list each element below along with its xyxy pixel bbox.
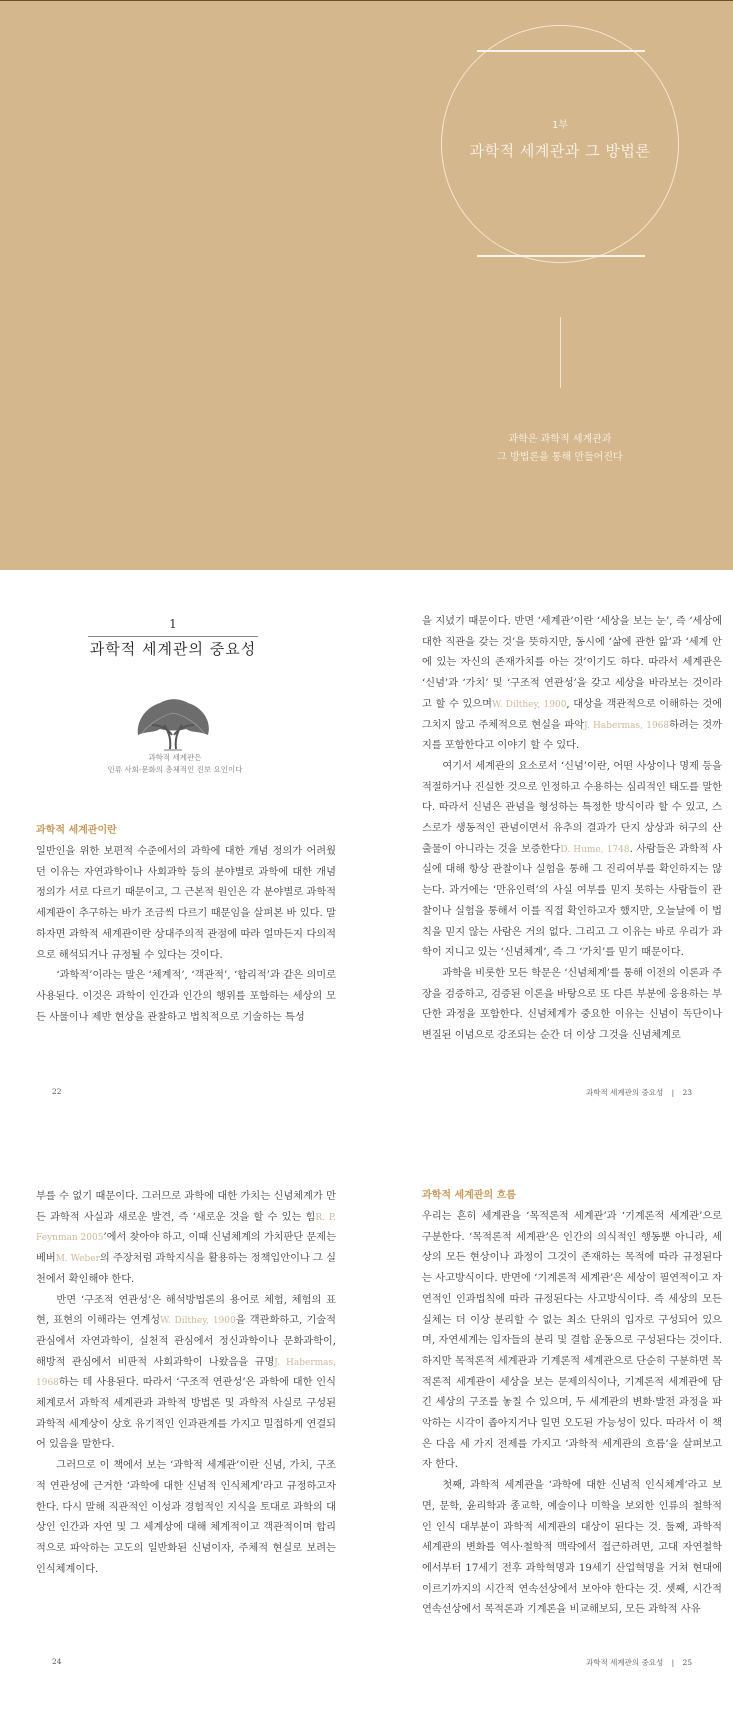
- text-run: ‘과학적’이라는 말은 ‘체계적’, ‘객관적’, ‘합리적’과 같은 의미로 사용된다. 이것은 과학이 인간과 인간의 행위를 포함하는 세상의 모든 사물이나 제반 현상을 관찰하고 법칙적으로 기술하는 특성: [36, 970, 336, 1023]
- citation: M. Weber: [55, 1254, 100, 1265]
- page-number: 24: [52, 1657, 62, 1666]
- section-subheading: 과학적 세계관이란: [36, 825, 117, 836]
- paragraphs: [36, 1187, 336, 1580]
- page-number: 25: [682, 1658, 693, 1667]
- text-run: 일반인을 위한 보편적 수준에서의 과학에 대한 개념 정의가 어려웠던 이유는 자연과학이나 사회과학 등의 분야별로 과학에 대한 개념 정의가 서로 다르기 때문이고, 그 근본적 원인은 각 분야별로 과학적 세계관이 추구하는 바가 조금씩 다르기 때문임을 살펴본 바 있다. 말하자면 과학적 세계관이란 상대주의적 관점에 따라 얼마든지 다의적으로 해석되거나 규정될 수 있다는 것이다.: [36, 846, 336, 961]
- tagline-line: 그 방법론을 통해 만들어진다: [497, 452, 623, 463]
- tree-icon: [134, 695, 212, 751]
- chapter-title: 과학적 세계관의 중요성: [89, 640, 257, 658]
- citation: W. Dilthey, 1900: [160, 1316, 236, 1327]
- caption-line: 과학적 세계관은: [148, 753, 202, 762]
- page-23-body: [422, 612, 722, 1047]
- citation: J. Habermas, 1968: [36, 1357, 336, 1389]
- part-title: 과학적 세계관과 그 방법론: [469, 142, 651, 160]
- paragraph: [36, 1456, 336, 1580]
- paragraph: [422, 1476, 722, 1621]
- paragraphs: [36, 842, 336, 1028]
- running-head: 과학적 세계관의 중요성: [586, 1658, 664, 1667]
- paragraph: [422, 964, 722, 1047]
- paragraph: [36, 1291, 336, 1457]
- paragraph: [422, 612, 722, 757]
- paragraphs: [422, 612, 722, 1047]
- text-run: 첫째, 과학적 세계관을 ‘과학에 대한 신념적 인식체계’라고 보면, 문학, 윤리학과 종교학, 예술이나 미학을 보외한 인류의 철학적인 인식 대부분이 과학적 세계관의 대상이 된다는 것. 둘째, 과학적 세계관의 변화를 역사·철학적 맥락에서 접근하려면, 고대 자연철학에서부터 17세기 전후 과학혁명과 19세기 산업혁명을 거쳐 현대에 이르기까지의 시간적 연속선상에서 보아야 한다는 것. 셋째, 시간적 연속선상에서 목적론과 기계론을 비교해보되, 모든 과학적 사유: [422, 1480, 722, 1616]
- citation: D. Hume, 1748: [560, 844, 630, 855]
- page-number: 23: [682, 1088, 693, 1097]
- paragraphs: [422, 1207, 722, 1621]
- citation: R. P. Feynman 2005: [36, 1212, 336, 1244]
- separator: |: [671, 1658, 675, 1667]
- text-run: 하는 데 사용된다. 따라서 ‘구조적 연관성’은 과학에 대한 인식체계로서 과학적 세계관과 과학적 방법론 및 과학적 사실로 구성된 과학적 세계상이 상호 유기적인 인과관계를 가지고 밀접하게 연결되어 있음을 말한다.: [36, 1377, 336, 1451]
- running-footer: [586, 1657, 692, 1668]
- text-run: 여기서 세계관의 요소로서 ‘신념’이란, 어떤 사상이나 명제 등을 적절하거나 진실한 것으로 인정하고 수용하는 심리적인 태도를 말한다. 따라서 신념은 관념을 형성하는 특정한 방식이라 할 수 있고, 스스로가 생동적인 관념이면서 유추의 결과가 단지 상상과 허구의 산출물이 아니라는 것을 보증한다: [422, 760, 722, 855]
- section-subheading: 과학적 세계관의 흐름: [422, 1190, 516, 1201]
- page-24-body: [36, 1187, 336, 1580]
- caption-line: 인류 사회·문화의 총체적인 진보 요인이다: [107, 765, 243, 774]
- citation: W. Dilthey, 1900: [491, 699, 567, 710]
- paragraph: [422, 1207, 722, 1476]
- text-run: 우리는 흔히 세계관을 ‘목적론적 세계관’과 ‘기계론적 세계관’으로 구분한다. ‘목적론적 세계관’은 인간의 의식적인 행동뿐 아니라, 세상의 모든 현상이나 과정이 그것이 존재하는 목적에 따라 규정된다는 사고방식이다. 반면에 ‘기계론적 세계관’은 세상이 필연적이고 자연적인 인과법칙에 따라 규정된다는 사고방식이다. 즉 세상의 모든 실체는 더 이상 분리할 수 없는 최소 단위의 입자로 구성되어 있으며, 자연세계는 입자들의 분리 및 결합 운동으로 구성된다는 것이다. 하지만 목적론적 세계관과 기계론적 세계관으로 단순히 구분하면 목적론적 세계관이 세상을 보는 문제의식이나, 기계론적 세계관에 담긴 세상의 구조를 놓칠 수 있으며, 두 세계관의 변화·발전 과정을 파악하는 시각이 좁아지거나 일면 오도된 가능성이 있다. 따라서 이 책은 다음 세 가지 전제를 가지고 ‘과학적 세계관의 흐름’을 살펴보고자 한다.: [422, 1211, 722, 1471]
- bottom-rule: [477, 255, 645, 257]
- running-head: 과학적 세계관의 중요성: [586, 1088, 664, 1097]
- text-run: 반면 ‘구조적 연관성’은 해석방법론의 용어로 체험, 체험의 표현, 표현의 이해라는 연계성: [36, 1294, 336, 1327]
- paragraph: [36, 842, 336, 966]
- separator: |: [671, 1088, 675, 1097]
- top-rule: [477, 50, 645, 52]
- text-run: 을 객관화하고, 기술적 관심에서 자연과학이, 실천적 관심에서 정신과학이나 문화과학이, 해방적 관심에서 비판적 사회과학이 나왔음을 규명: [36, 1315, 336, 1368]
- text-run: 그러므로 이 책에서 보는 ‘과학적 세계관’이란 신념, 가치, 구조적 연관성에 근거한 ‘과학에 대한 신념적 인식체계’라고 규정하고자 한다. 다시 말해 직관적인 이성과 경험적인 지식을 토대로 과학의 대상인 인간과 자연 및 그 세계상에 대해 체계적이고 객관적이며 합리적으로 파악하는 고도의 일반화된 신념이자, 주체적 현실로 보려는 인식체계이다.: [36, 1460, 336, 1575]
- text-run: 하려는 것까지를 포함한다고 이야기 할 수 있다.: [422, 719, 722, 752]
- citation: J. Habermas, 1968: [584, 720, 670, 731]
- page-number: 22: [52, 1087, 62, 1096]
- chapter-number: 1: [169, 617, 177, 631]
- page-22-body: [36, 822, 336, 1028]
- text-run: 부를 수 없기 때문이다. 그러므로 과학에 대한 가치는 신념체계가 만든 과학적 사실과 새로운 발견, 즉 ‘새로운 것을 할 수 있는 힘: [36, 1191, 336, 1223]
- part-label: 1부: [551, 120, 569, 131]
- text-run: 과학을 비롯한 모든 학문은 ‘신념체계’를 통해 이전의 이론과 주장을 검증하고, 검증된 이론을 바탕으로 또 다른 부분에 응용하는 부단한 과정을 포함한다. 신념체계가 중요한 이유는 신념이 독단이나 변질된 이념으로 강조되는 순간 더 이상 그것을 신념체계로: [422, 967, 722, 1042]
- text-run: 의 주장처럼 과학지식을 활용하는 정책입안이나 그 실천에서 확인해야 한다.: [36, 1253, 336, 1285]
- chapter-rule: [88, 636, 258, 637]
- text-run: , 대상을 객관적으로 이해하는 것에 그치지 않고 주체적으로 현실을 파악: [422, 698, 722, 731]
- text-run: . 사람들은 과학적 사실에 대해 항상 관찰이나 실험을 통해 그 진리여부를 확인하지는 않는다. 과거에는 ‘만유인력’의 사실 여부를 믿지 못하는 사람들이 관찰이나 실험을 통해서 이를 직접 확인하고자 했지만, 오늘날에 이 법칙을 믿지 않는 사람은 거의 없다. 그리고 그 이유는 바로 우리가 과학이 지니고 있는 ‘신념체계’, 즉 그 ‘가치’를 믿기 때문이다.: [422, 843, 723, 959]
- illustration-caption: [60, 752, 290, 776]
- part-cover: [0, 0, 733, 570]
- paragraph: [36, 1187, 336, 1291]
- paragraph: [422, 757, 722, 964]
- tagline-line: 과학은 과학적 세계관과: [508, 434, 612, 445]
- part-tagline: [441, 431, 679, 467]
- paragraph: [36, 966, 336, 1028]
- running-footer: [586, 1087, 692, 1098]
- text-run: 을 지녔기 때문이다. 반면 ‘세계관’이란 ‘세상을 보는 눈’, 즉 ‘세상에 대한 직관을 갖는 것’을 뜻하지만, 동시에 ‘삶에 관한 앎’과 ‘세계 안에 있는 자신의 존재가치를 아는 것’이기도 하다. 따라서 세계관은 ‘신념’과 ‘가치’ 및 ‘구조적 연관성’을 갖고 세상을 바라보는 것이라고 할 수 있으며: [422, 616, 722, 710]
- vertical-divider: [560, 317, 561, 388]
- text-run: ’에서 찾아야 하고, 이때 신념체계의 가치판단 문제는 베버: [36, 1232, 336, 1265]
- page-25-body: [422, 1187, 722, 1621]
